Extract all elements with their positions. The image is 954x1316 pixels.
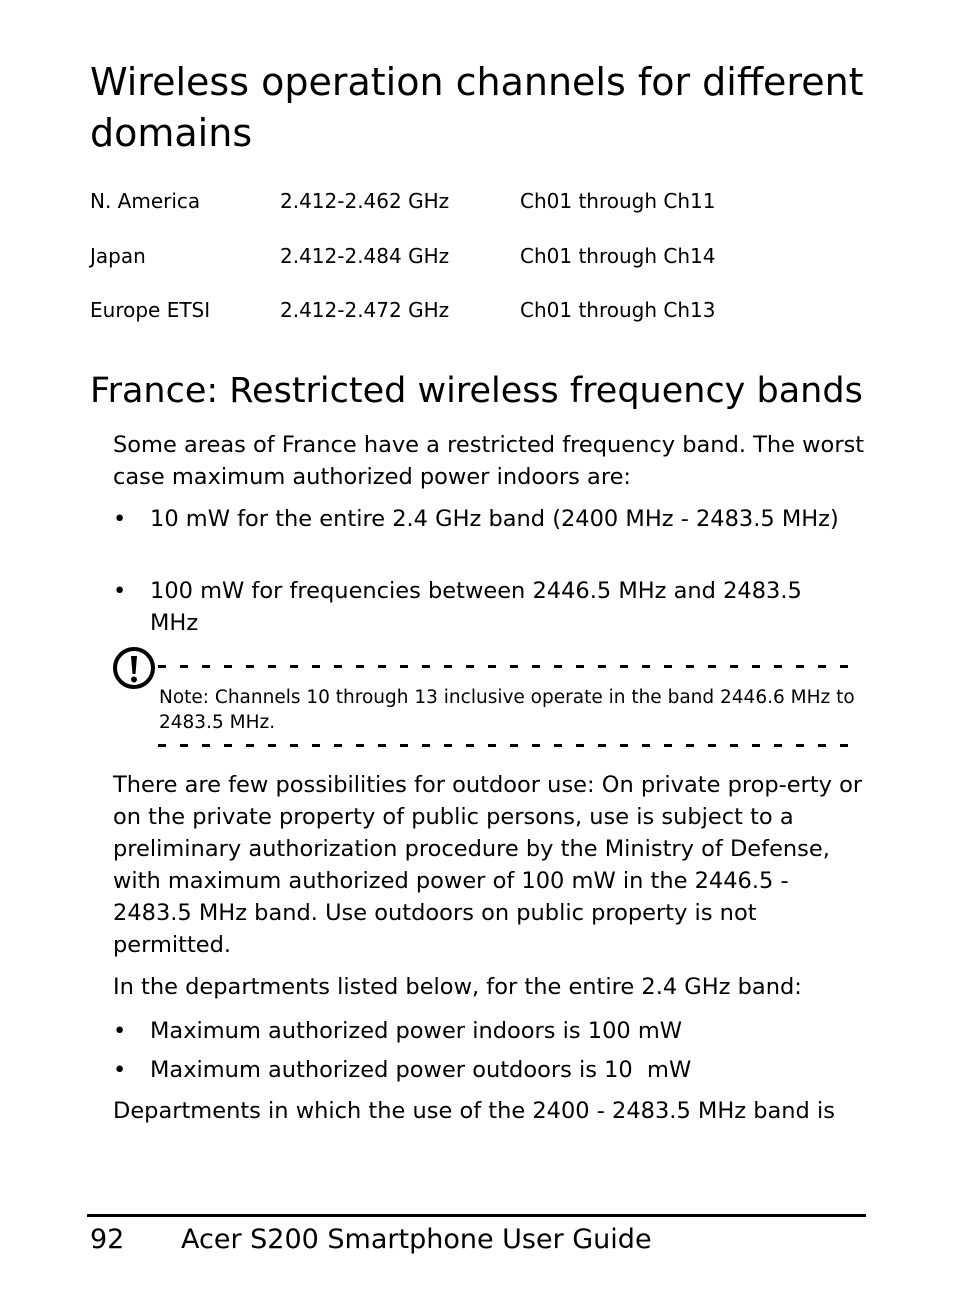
exclamation-circle-icon [112,646,158,692]
frequency-range: 2.412-2.484 GHz [280,244,450,268]
frequency-range: 2.412-2.472 GHz [280,298,450,322]
bullet-icon: • [113,1018,127,1044]
list-item-text: 100 mW for frequencies between 2446.5 MHz and 2483.5 MHz [150,578,802,636]
frequency-range: 2.412-2.462 GHz [280,189,450,213]
note-divider-top [158,665,858,668]
intro-paragraph: Some areas of France have a restricted frequency band. The worst case maximum authorized power indoors are: [113,432,865,490]
channel-range: Ch01 through Ch14 [520,244,716,268]
bullet-icon: • [113,506,127,532]
region: Europe ETSI [90,298,211,322]
page-title: Wireless operation channels for different domains [90,60,864,155]
note-divider-bottom [158,744,858,747]
note-label: Note [159,687,203,708]
list-item-text: Maximum authorized power indoors is 100 mW [150,1018,683,1044]
departments-intro: In the departments listed below, for the entire 2.4 GHz band: [113,974,802,1000]
section-heading: France: Restricted wireless frequency bands [90,371,863,411]
guide-title: Acer S200 Smartphone User Guide [181,1224,652,1255]
footer-divider [87,1214,866,1217]
list-item-text: Maximum authorized power outdoors is 10 mW [150,1057,692,1083]
note-body: : Channels 10 through 13 inclusive operate in the band 2446.6 MHz to 2483.5 MHz. [159,687,855,733]
bullet-icon: • [113,578,127,604]
channel-range: Ch01 through Ch13 [520,298,716,322]
region: Japan [90,244,146,268]
outdoor-paragraph: There are few possibilities for outdoor use: On private prop-erty or on the private property of public persons, use is subject to a preliminary authorization procedure by the Ministry of Defense, with maximum authorized power of 100 mW in the 2446.5 - 2483.5 MHz band. Use outdoors on public property is not permitted. [113,772,863,958]
channel-range: Ch01 through Ch11 [520,189,716,213]
note [159,685,859,735]
region: N. America [90,189,201,213]
bullet-icon: • [113,1057,127,1083]
departments-tail: Departments in which the use of the 2400 - 2483.5 MHz band is [113,1098,835,1124]
list-item-text: 10 mW for the entire 2.4 GHz band (2400 MHz - 2483.5 MHz) [150,506,839,532]
page-number: 92 [90,1224,125,1255]
